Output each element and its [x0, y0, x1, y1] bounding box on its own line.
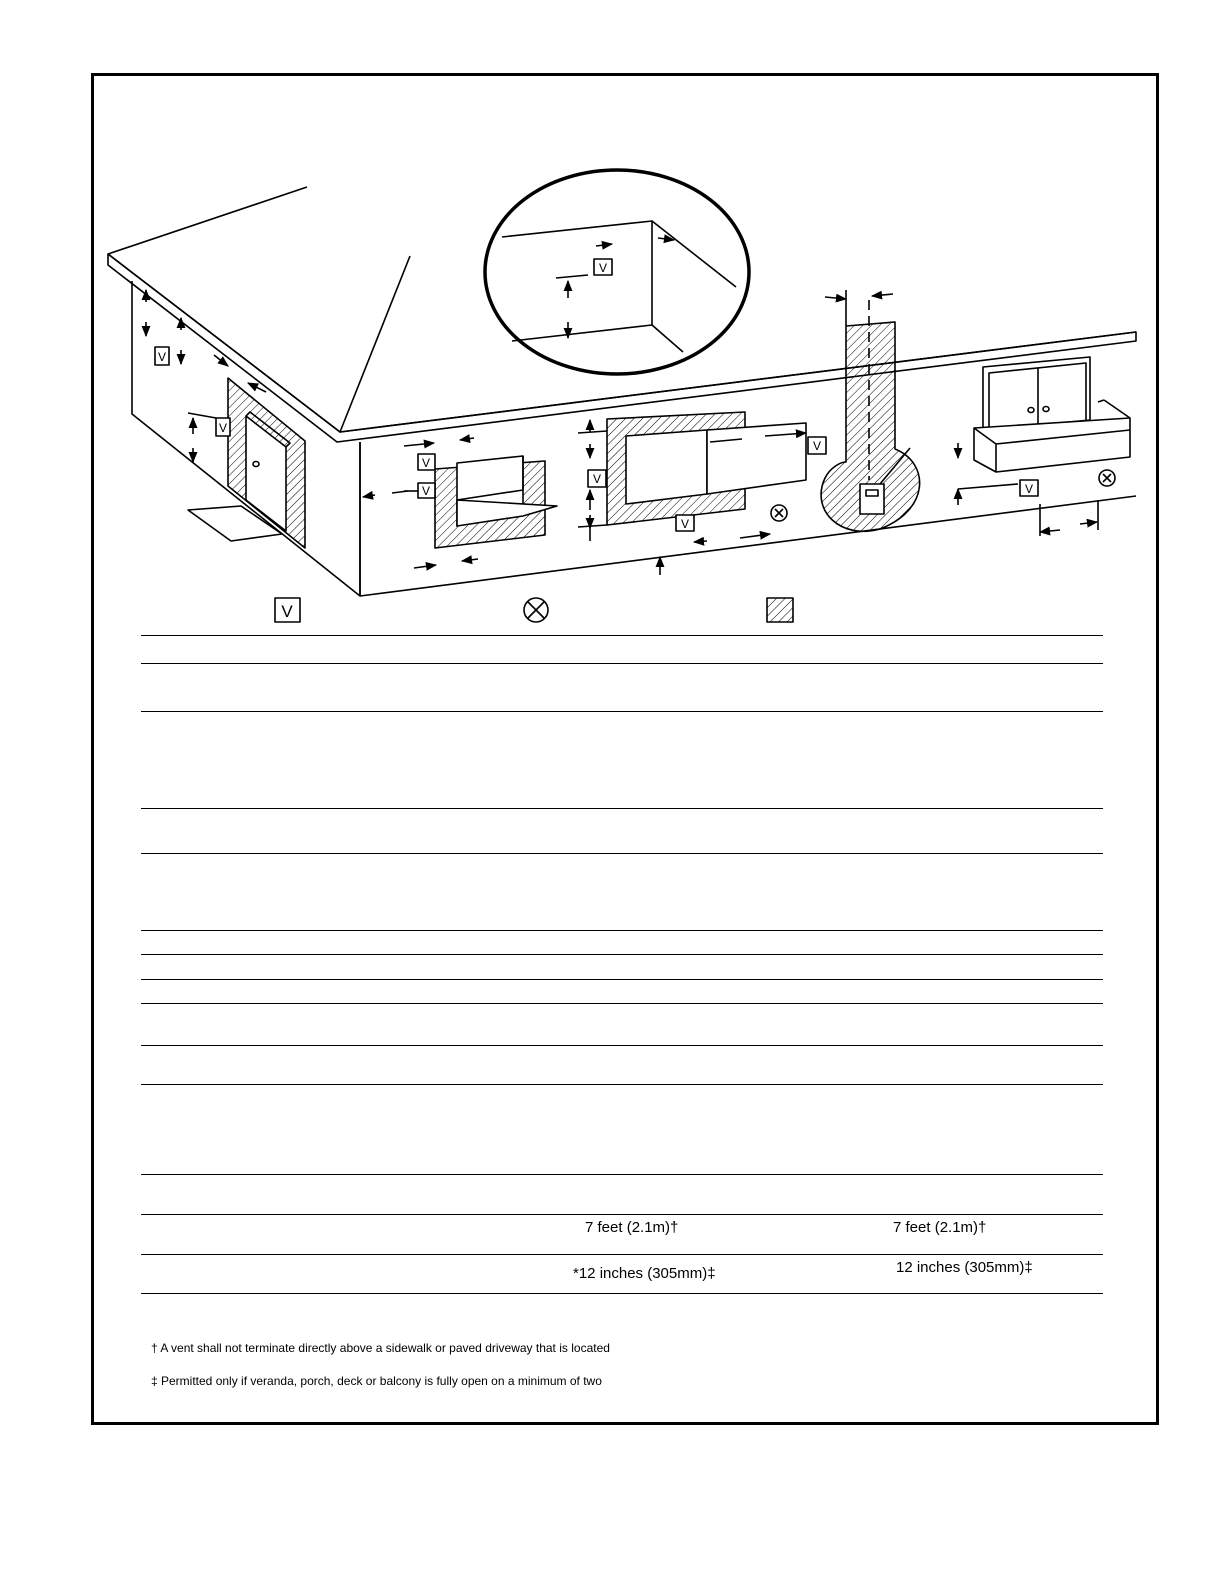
table-rule — [141, 1045, 1103, 1046]
vent-letter: V — [812, 439, 822, 453]
footnote-double-dagger: ‡ Permitted only if veranda, porch, deck or balcony is fully open on a minimum of two — [151, 1374, 602, 1388]
table-rule — [141, 1003, 1103, 1004]
balcony — [974, 418, 1130, 472]
table-rule — [141, 1254, 1103, 1255]
vent-letter: V — [218, 421, 228, 435]
footnote-dagger: † A vent shall not terminate directly above a sidewalk or paved driveway that is located — [151, 1341, 610, 1355]
roof-hip-line — [340, 256, 410, 432]
table-rule — [141, 808, 1103, 809]
door-knob — [253, 462, 259, 467]
vent-letter: V — [421, 456, 431, 470]
vent-letter: V — [421, 484, 431, 498]
legend-vent-letter: V — [281, 602, 293, 621]
table-cell-canada: 7 feet (2.1m)† — [585, 1219, 679, 1236]
legend-restricted-area-icon — [767, 598, 793, 622]
table-cell-us: 12 inches (305mm)‡ — [896, 1259, 1033, 1276]
detail-callout — [485, 170, 749, 374]
table-rule — [141, 1174, 1103, 1175]
table-cell-us: 7 feet (2.1m)† — [893, 1219, 987, 1236]
table-rule — [141, 635, 1103, 636]
table-rule — [141, 663, 1103, 664]
gas-meter — [860, 484, 884, 514]
table-rule — [141, 853, 1103, 854]
table-rule — [141, 979, 1103, 980]
vent-letter: V — [592, 472, 602, 486]
vent-letter: V — [1024, 482, 1034, 496]
table-rule — [141, 1214, 1103, 1215]
table-rule — [141, 711, 1103, 712]
table-rule — [141, 1084, 1103, 1085]
vent-letter: V — [680, 517, 690, 531]
table-rule — [141, 1293, 1103, 1294]
table-rule — [141, 930, 1103, 931]
vent-letter: V — [598, 261, 608, 275]
window-opening — [626, 430, 707, 504]
vent-letter: V — [157, 350, 167, 364]
table-rule — [141, 954, 1103, 955]
table-cell-canada: *12 inches (305mm)‡ — [573, 1265, 716, 1282]
